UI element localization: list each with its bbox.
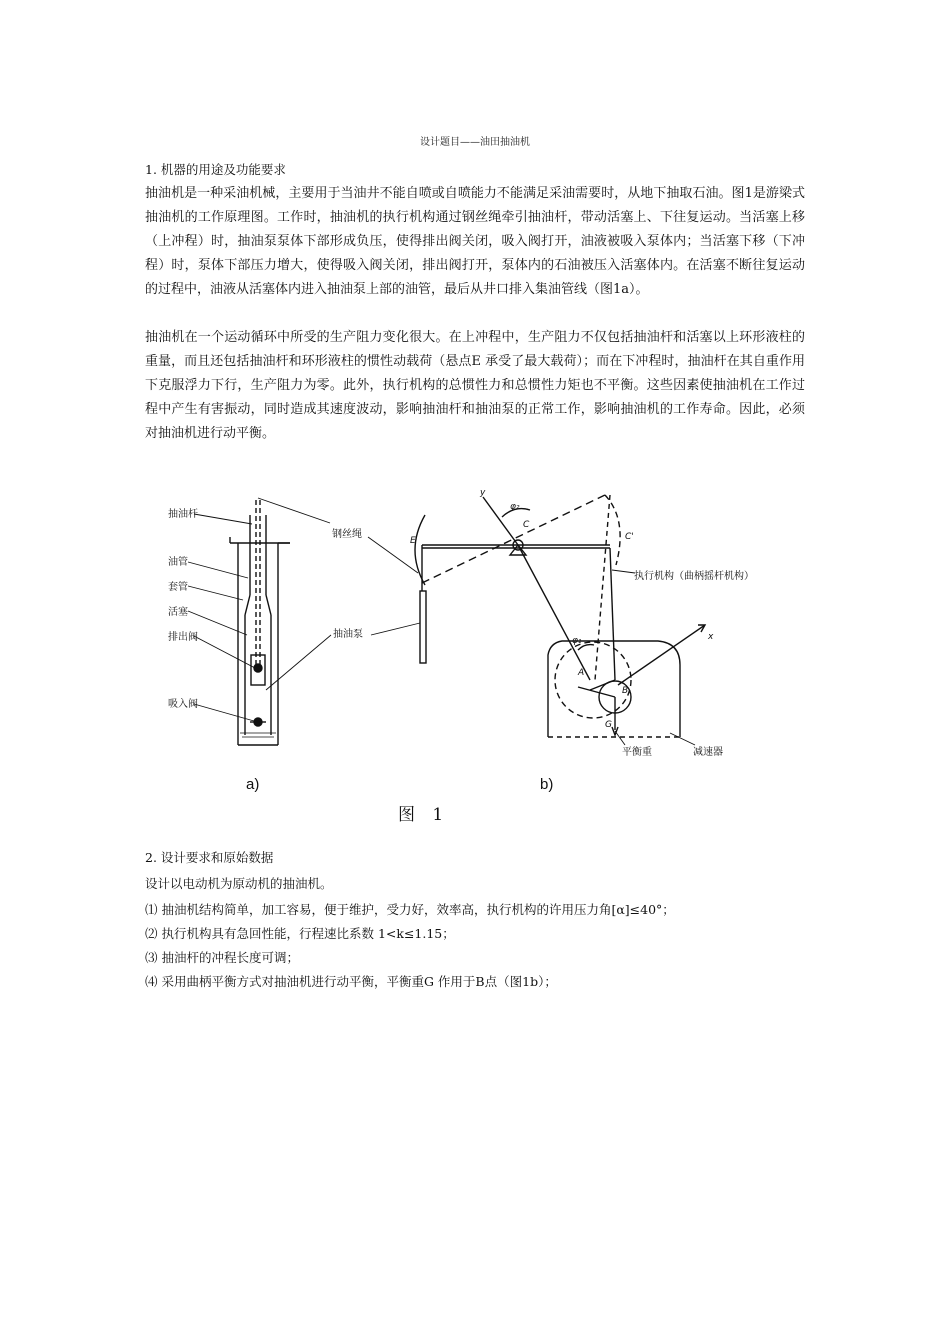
label-reducer: 减速器 [693,747,723,758]
requirement-item-4: ⑷ 采用曲柄平衡方式对抽油机进行动平衡，平衡重G 作用于B点（图1b）； [145,974,557,989]
label-rod: 抽油杆 [168,509,198,520]
label-mechanism: 执行机构（曲柄摇杆机构） [634,571,754,582]
label-counterweight: 平衡重 [622,747,652,758]
pumpjack-diagram [415,495,705,745]
section-2-heading: 2. 设计要求和原始数据 [145,850,274,865]
label-point-g: G [605,720,612,730]
label-point-c-prime: C' [625,532,634,542]
figure-sub-a: a) [246,776,260,793]
section-1-paragraph-1: 抽油机是一种采油机械，主要用于当油井不能自喷或自喷能力不能满足采油需要时，从地下抽取石油。图1是游梁式抽油机的工作原理图。工作时，抽油机的执行机构通过钢丝绳牵引抽油杆，带动活塞上、下往复运动。当活塞上移（上冲程）时，抽油泵泵体下部形成负压，使得排出阀关闭，吸入阀打开，油液被吸入泵体内；当活塞下移（下冲程）时，泵体下部压力增大，使得吸入阀关闭，排出阀打开，泵体内的石油被压入活塞体内。在活塞不断往复运动的过程中，油液从活塞体内进入抽油泵上部的油管，最后从井口排入集油管线（图1a）。 [145,186,805,297]
label-discharge-valve: 排出阀 [168,632,198,643]
label-tubing: 油管 [168,557,188,568]
requirement-item-1: ⑴ 抽油机结构简单，加工容易，便于维护，受力好，效率高，执行机构的许用压力角[α]≤40°； [145,902,675,917]
label-point-c: C [523,520,530,530]
label-suction-valve: 吸入阀 [168,699,198,710]
label-wire-rope: 钢丝绳 [332,529,362,540]
figure-caption: 图 1 [398,805,450,825]
section-1-heading: 1. 机器的用途及功能要求 [145,162,286,177]
label-casing: 套管 [168,582,188,593]
figure-sub-b: b) [540,776,554,793]
figure-1-diagram [150,475,810,780]
section-2-intro: 设计以电动机为原动机的抽油机。 [145,876,333,891]
label-point-a: A [578,668,585,678]
label-point-e: E [410,536,416,546]
requirement-item-2: ⑵ 执行机构具有急回性能，行程速比系数 1<k≤1.15； [145,926,455,941]
label-phi-2: φ₂ [510,502,520,512]
label-phi-1: φ₁ [572,636,582,646]
label-pump: 抽油泵 [333,629,363,640]
label-piston: 活塞 [168,607,188,618]
requirement-item-3: ⑶ 抽油杆的冲程长度可调； [145,950,299,965]
label-axis-y: y [480,488,486,498]
label-axis-x: x [708,632,714,642]
label-point-b: B [622,686,629,696]
page-title: 设计题目——油田抽油机 [420,137,530,148]
section-1-paragraph-2: 抽油机在一个运动循环中所受的生产阻力变化很大。在上冲程中，生产阻力不仅包括抽油杆和活塞以上环形液柱的重量，而且还包括抽油杆和环形液柱的惯性动载荷（悬点E 承受了最大载荷）；而在下冲程时，抽油杆在其自重作用下克服浮力下行，生产阻力为零。此外，执行机构的总惯性力和总惯性力矩也不平衡。这些因素使抽油机在工作过程中产生有害振动，同时造成其速度波动，影响抽油杆和抽油泵的正常工作，影响抽油机的工作寿命。因此，必须对抽油机进行动平衡。 [145,330,805,441]
well-diagram [188,500,290,745]
